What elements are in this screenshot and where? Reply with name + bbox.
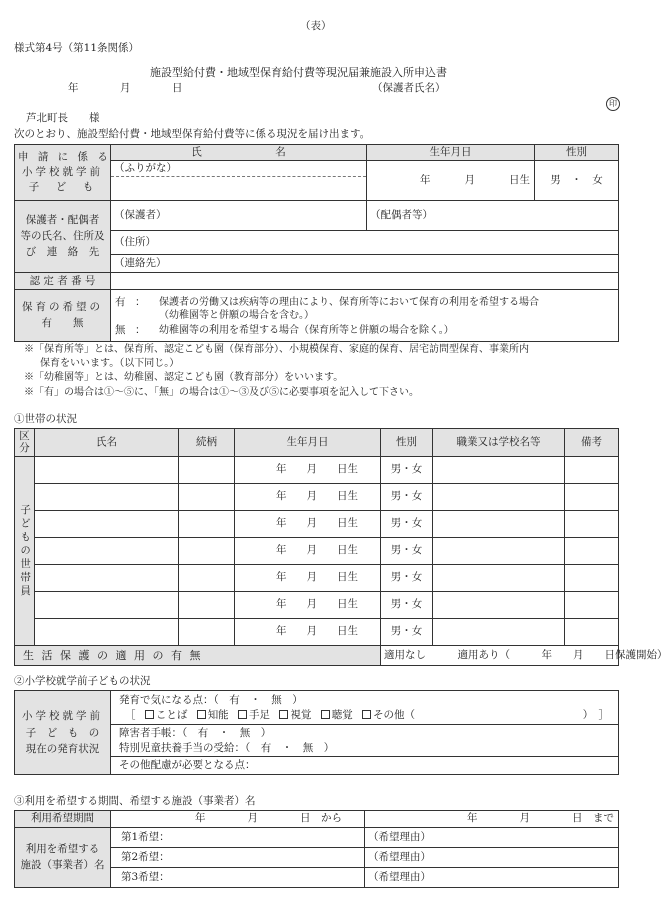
member-note-field[interactable] (565, 619, 619, 646)
member-name-field[interactable] (35, 538, 179, 565)
member-job-field[interactable] (433, 565, 565, 592)
child-name-field[interactable] (111, 177, 367, 201)
disability-cell (111, 725, 619, 757)
check-other[interactable]: その他（ (356, 709, 415, 721)
note-1: ※「保育所等」とは、保育所、認定こども園（保育部分）、小規模保育、家庭的保育、居宅訪問型保育、事業所内 (24, 344, 529, 355)
seal-mark: 印 (606, 97, 620, 111)
form-title: 施設型給付費・地域型保育給付費等現況届兼施設入所申込書 (150, 66, 447, 79)
cert-number-field[interactable] (111, 273, 619, 290)
member-birth-field[interactable]: 年 月 日生 (235, 511, 381, 538)
note-3: ※「有」の場合は①～⑤に、「無」の場合は①～③及び⑤に必要事項を記入して下さい。 (24, 387, 419, 398)
period-label: 利用希望期間 (15, 811, 111, 828)
date-month: 月 (120, 82, 131, 94)
section3-title: ③利用を希望する期間、希望する施設（事業者）名 (14, 795, 256, 807)
concern-field[interactable]: 発育で気になる点：（ 有 ・ 無 ） (119, 693, 303, 706)
member-birth-field[interactable]: 年 月 日生 (235, 565, 381, 592)
period-start[interactable]: 年 月 日 から (111, 811, 365, 828)
furigana-field[interactable]: （ふりがな） (111, 161, 367, 177)
hope-1[interactable]: 第1希望： (111, 828, 365, 848)
household-row (15, 538, 619, 565)
member-name-field[interactable] (35, 511, 179, 538)
hope-yes-row[interactable]: 有 ： 保護者の労働又は疾病等の理由により、保育所等において保育の利用を希望する場合 (115, 295, 539, 308)
application-table (14, 144, 619, 342)
note-2: ※「幼稚園等」とは、幼稚園、認定こども園（教育部分）をいいます。 (24, 372, 344, 383)
hope-no-row[interactable]: 無 ： 幼稚園等の利用を希望する場合（保育所等と併願の場合を除く。） (115, 323, 454, 336)
col-note: 備考 (565, 429, 619, 457)
member-birth-field[interactable]: 年 月 日生 (235, 457, 381, 484)
member-relation-field[interactable] (179, 484, 235, 511)
other-consideration[interactable]: その他配慮が必要となる点： (111, 757, 619, 775)
member-relation-field[interactable] (179, 592, 235, 619)
check-limbs[interactable]: 手足 (232, 709, 270, 721)
member-relation-field[interactable] (179, 538, 235, 565)
section2-title: ②小学校就学前子どもの状況 (14, 675, 151, 687)
reason-2[interactable]: （希望理由） (365, 848, 619, 868)
household-row (15, 457, 619, 484)
development-label: 小学校就学前 子 ど も の 現在の発育状況 (15, 691, 111, 775)
member-name-field[interactable] (35, 565, 179, 592)
member-note-field[interactable] (565, 538, 619, 565)
household-table (14, 428, 668, 666)
development-concern (111, 691, 619, 725)
check-words[interactable]: ことば (139, 709, 188, 721)
check-vision[interactable]: 視覚 (273, 709, 311, 721)
member-relation-field[interactable] (179, 565, 235, 592)
spouse-field[interactable]: （配偶者等） (367, 201, 619, 231)
allowance-field[interactable]: 特別児童扶養手当の受給：（ 有 ・ 無 ） (119, 741, 335, 754)
member-sex-field[interactable]: 男・女 (381, 511, 433, 538)
welfare-value[interactable]: 適用なし 適用あり（ 年 月 日保護開始） (381, 646, 619, 666)
household-row (15, 484, 619, 511)
child-label-cell: 申 請 に 係 る 小学校就学前 子 ど も (15, 145, 111, 201)
facility-table (14, 810, 619, 888)
col-relation: 続柄 (179, 429, 235, 457)
member-sex-field[interactable]: 男・女 (381, 565, 433, 592)
member-note-field[interactable] (565, 592, 619, 619)
member-sex-field[interactable]: 男・女 (381, 619, 433, 646)
welfare-label: 生 活 保 護 の 適 用 の 有 無 (15, 646, 381, 666)
guardian-name-label: （保護者氏名） (372, 82, 446, 94)
member-job-field[interactable] (433, 511, 565, 538)
col-job: 職業又は学校名等 (433, 429, 565, 457)
member-relation-field[interactable] (179, 457, 235, 484)
member-name-field[interactable] (35, 457, 179, 484)
col-kubun: 区 分 (15, 429, 35, 457)
form-number: 様式第4号（第11条関係） (14, 42, 140, 54)
col-sex: 性別 (381, 429, 433, 457)
member-birth-field[interactable]: 年 月 日生 (235, 592, 381, 619)
note-1-cont: 保育をいいます。（以下同じ。） (40, 358, 180, 369)
sex-header: 性別 (535, 145, 619, 161)
member-relation-field[interactable] (179, 511, 235, 538)
addressee: 芦北町長 様 (26, 112, 100, 124)
member-note-field[interactable] (565, 457, 619, 484)
member-relation-field[interactable] (179, 619, 235, 646)
col-birth: 生年月日 (235, 429, 381, 457)
sex-field[interactable]: 男 ・ 女 (535, 161, 619, 201)
intro-text: 次のとおり、施設型給付費・地域型保育給付費等に係る現況を届け出ます。 (14, 128, 371, 140)
cert-number-label: 認 定 者 番 号 (15, 273, 111, 290)
section1-title: ①世帯の状況 (14, 413, 77, 425)
member-note-field[interactable] (565, 484, 619, 511)
household-row (15, 565, 619, 592)
check-intelligence[interactable]: 知能 (191, 709, 229, 721)
date-year: 年 (68, 82, 79, 94)
household-row (15, 592, 619, 619)
member-name-field[interactable] (35, 484, 179, 511)
development-table (14, 690, 619, 775)
member-job-field[interactable] (433, 538, 565, 565)
hope-2[interactable]: 第2希望： (111, 848, 365, 868)
hope-3[interactable]: 第3希望： (111, 868, 365, 888)
address-field[interactable]: （住所） (111, 231, 619, 255)
household-row (15, 619, 619, 646)
guardian-label-cell: 保護者・配偶者 等の氏名、住所及 び 連 絡 先 (15, 201, 111, 273)
facility-label: 利用を希望する 施設（事業者）名 (15, 828, 111, 888)
check-hearing[interactable]: 聴覚 (315, 709, 353, 721)
name-header: 氏 名 (111, 145, 367, 161)
member-birth-field[interactable]: 年 月 日生 (235, 484, 381, 511)
member-note-field[interactable] (565, 565, 619, 592)
member-job-field[interactable] (433, 457, 565, 484)
period-end[interactable]: 年 月 日 まで (365, 811, 619, 828)
birth-date-field[interactable]: 年 月 日生 (367, 161, 535, 201)
contact-field[interactable]: （連絡先） (111, 255, 619, 273)
member-birth-field[interactable]: 年 月 日生 (235, 538, 381, 565)
member-sex-field[interactable]: 男・女 (381, 592, 433, 619)
col-name: 氏名 (35, 429, 179, 457)
member-name-field[interactable] (35, 592, 179, 619)
birth-header: 生年月日 (367, 145, 535, 161)
hope-options: 有 ： 保護者の労働又は疾病等の理由により、保育所等において保育の利用を希望する場合 （幼稚園等と併願の場合を含む。） 無 ： 幼稚園等の利用を希望する場合（保育所等と併願の場合を除く。） (111, 290, 619, 342)
date-day: 日 (172, 82, 183, 94)
reason-3[interactable]: （希望理由） (365, 868, 619, 888)
household-side-label: 子どもの世帯員 (15, 457, 35, 646)
member-sex-field[interactable]: 男・女 (381, 538, 433, 565)
member-sex-field[interactable]: 男・女 (381, 484, 433, 511)
member-birth-field[interactable]: 年 月 日生 (235, 619, 381, 646)
member-sex-field[interactable]: 男・女 (381, 457, 433, 484)
member-job-field[interactable] (433, 592, 565, 619)
member-job-field[interactable] (433, 484, 565, 511)
member-note-field[interactable] (565, 511, 619, 538)
guardian-field[interactable]: （保護者） (111, 201, 367, 231)
household-row (15, 511, 619, 538)
reason-1[interactable]: （希望理由） (365, 828, 619, 848)
member-job-field[interactable] (433, 619, 565, 646)
hope-label-cell: 保育の希望の 有 無 (15, 290, 111, 342)
disability-field[interactable]: 障害者手帳：（ 有 ・ 無 ） (119, 727, 272, 739)
concern-checks: ［ ことば 知能 手足 視覚 聴覚 その他（ ） ］ (125, 708, 609, 721)
side-label: （表） (300, 20, 332, 32)
member-name-field[interactable] (35, 619, 179, 646)
